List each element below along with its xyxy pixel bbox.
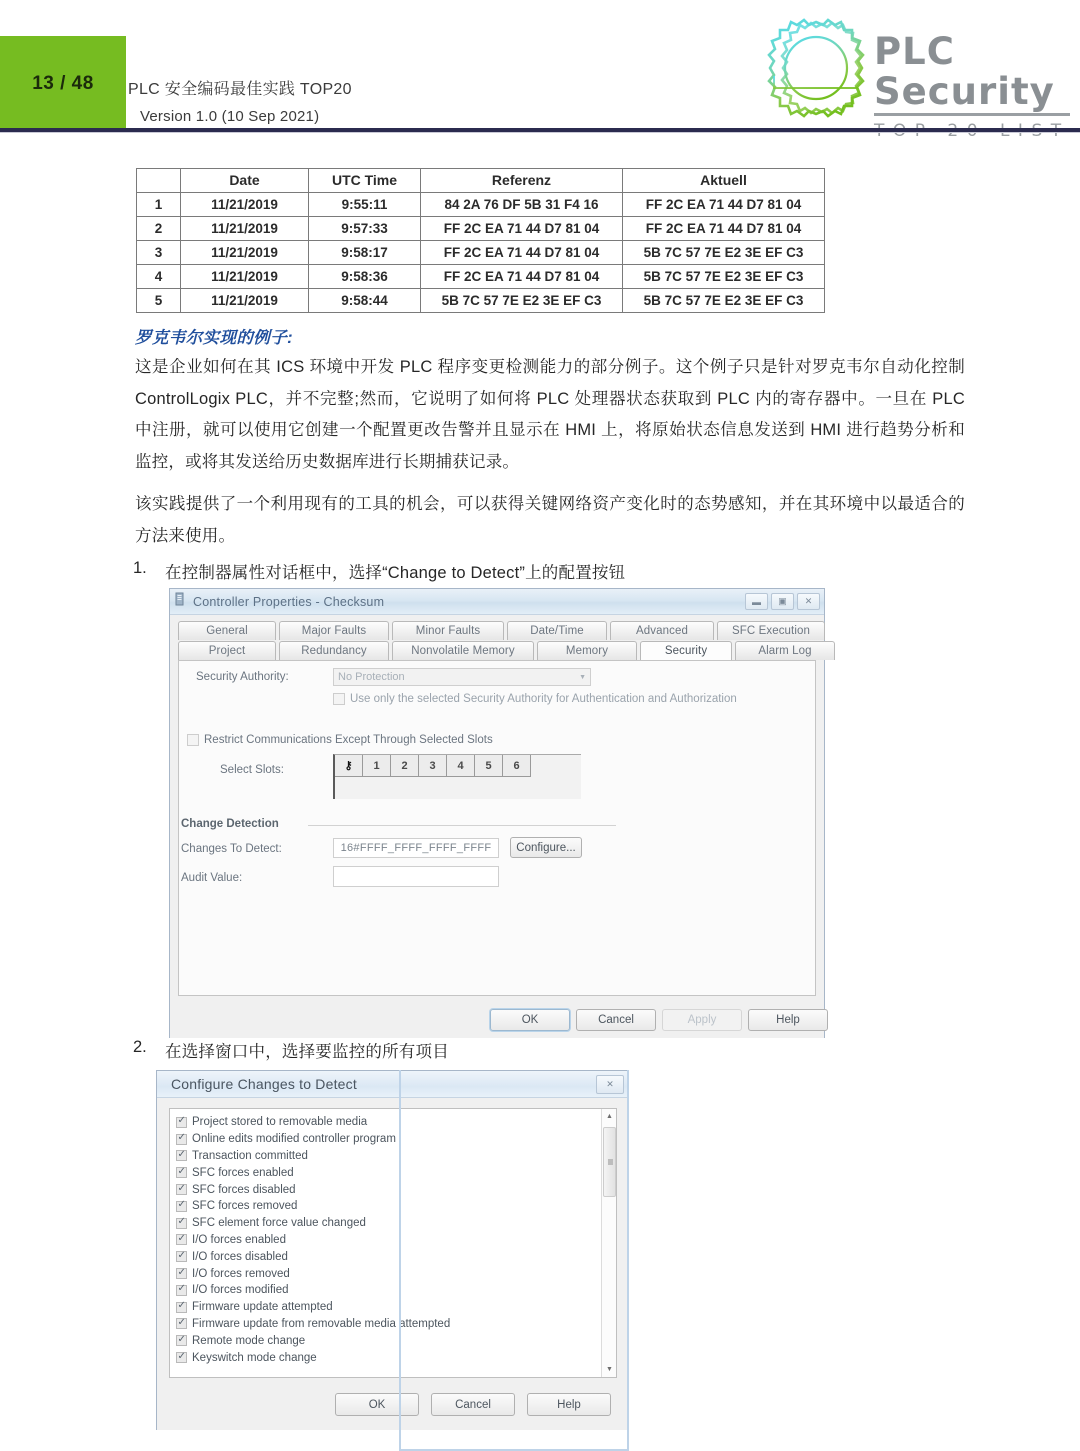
dialog-title-text: Controller Properties - Checksum	[193, 594, 385, 609]
select-slots-label: Select Slots:	[220, 764, 284, 776]
cell-index: 4	[137, 265, 181, 289]
cell-aktuell: 5B 7C 57 7E E2 3E EF C3	[623, 289, 825, 313]
col-referenz: Referenz	[421, 169, 623, 193]
security-authority-label: Security Authority:	[196, 671, 289, 683]
minimize-button[interactable]: ▬	[745, 593, 768, 610]
cell-utctime: 9:58:44	[309, 289, 421, 313]
cell-index: 5	[137, 289, 181, 313]
step-2-number: 2.	[133, 1038, 147, 1056]
checkbox-box[interactable]	[176, 1318, 187, 1329]
restrict-communications-label: Restrict Communications Except Through Selected Slots	[204, 734, 493, 746]
audit-value-input[interactable]	[333, 866, 499, 887]
audit-value-label: Audit Value:	[181, 872, 243, 884]
configure-changes-to-detect-dialog[interactable]	[156, 1070, 629, 1430]
page-number-badge	[0, 36, 126, 131]
list-item[interactable]	[176, 1215, 450, 1232]
dialog-title-text: Configure Changes to Detect	[171, 1076, 357, 1092]
list-scrollbar[interactable]	[601, 1109, 616, 1377]
section-subheading: 罗克韦尔实现的例子:	[135, 329, 293, 347]
dialog-body	[157, 1098, 628, 1430]
checkbox-box[interactable]	[176, 1201, 187, 1212]
tab-project[interactable]: Project	[178, 641, 276, 660]
tab-strip-row-1	[178, 621, 825, 640]
logo-title: PLC Security	[874, 30, 1055, 113]
checkbox-box[interactable]	[176, 1335, 187, 1346]
list-item[interactable]	[176, 1232, 450, 1249]
logo-divider	[874, 113, 1070, 116]
cell-utctime: 9:57:33	[309, 217, 421, 241]
slot-1[interactable]: 1	[363, 755, 391, 777]
tab-memory[interactable]: Memory	[537, 641, 637, 660]
tab-major-faults[interactable]: Major Faults	[279, 621, 389, 640]
tab-security[interactable]: Security	[640, 641, 732, 660]
list-item[interactable]	[176, 1332, 450, 1349]
slot-row	[335, 755, 581, 777]
scroll-down-arrow-icon[interactable]: ▼	[606, 1366, 613, 1373]
table-row	[137, 217, 825, 241]
slot-4[interactable]: 4	[447, 755, 475, 777]
tab-general[interactable]: General	[178, 621, 276, 640]
page-header	[0, 0, 1080, 132]
table-header-row	[137, 169, 825, 193]
help-button[interactable]: Help	[527, 1393, 611, 1416]
tab-alarm-log[interactable]: Alarm Log	[735, 641, 835, 660]
list-item[interactable]	[176, 1148, 450, 1165]
col-date: Date	[181, 169, 309, 193]
security-authority-select[interactable]	[333, 668, 591, 686]
col-index	[137, 169, 181, 193]
cell-date: 11/21/2019	[181, 289, 309, 313]
cell-index: 1	[137, 193, 181, 217]
cell-referenz: 84 2A 76 DF 5B 31 F4 16	[421, 193, 623, 217]
cell-index: 3	[137, 241, 181, 265]
cell-index: 2	[137, 217, 181, 241]
dialog-titlebar[interactable]	[170, 589, 824, 615]
scrollbar-thumb[interactable]	[603, 1127, 616, 1197]
slot-5[interactable]: 5	[475, 755, 503, 777]
table-row	[137, 265, 825, 289]
list-item[interactable]	[176, 1299, 450, 1316]
cell-utctime: 9:55:11	[309, 193, 421, 217]
step-1-text: 在控制器属性对话框中，选择“Change to Detect”上的配置按钮	[165, 564, 626, 582]
changes-to-detect-input[interactable]: 16#FFFF_FFFF_FFFF_FFFF	[333, 838, 499, 858]
configure-button[interactable]: Configure...	[510, 837, 582, 858]
list-items	[176, 1114, 450, 1366]
checkbox-box[interactable]	[176, 1150, 187, 1161]
help-button[interactable]: Help	[748, 1009, 828, 1031]
checkbox-box[interactable]	[176, 1234, 187, 1245]
scroll-up-arrow-icon[interactable]: ▲	[606, 1113, 613, 1120]
ok-button[interactable]: OK	[335, 1393, 419, 1416]
tab-redundancy[interactable]: Redundancy	[279, 641, 389, 660]
window-controls	[745, 593, 820, 610]
list-item-label: Firmware update attempted	[192, 1301, 333, 1314]
cell-date: 11/21/2019	[181, 265, 309, 289]
plc-security-logo	[762, 14, 1072, 122]
ok-button[interactable]: OK	[490, 1009, 570, 1031]
apply-button: Apply	[662, 1009, 742, 1031]
gear-plc-icon	[762, 14, 870, 122]
step-1-number: 1.	[133, 559, 147, 577]
changes-to-detect-label: Changes To Detect:	[181, 843, 282, 855]
list-item[interactable]	[176, 1114, 450, 1131]
slot-3[interactable]: 3	[419, 755, 447, 777]
select-slots-grid[interactable]	[333, 754, 581, 799]
list-item-label: SFC element force value changed	[192, 1217, 366, 1230]
list-item-label: Remote mode change	[192, 1334, 306, 1347]
header-divider	[0, 128, 1080, 132]
slot-2[interactable]: 2	[391, 755, 419, 777]
checkbox-box[interactable]	[176, 1251, 187, 1262]
list-item[interactable]	[176, 1265, 450, 1282]
list-item[interactable]	[176, 1316, 450, 1333]
list-item[interactable]	[176, 1131, 450, 1148]
cell-date: 11/21/2019	[181, 241, 309, 265]
group-divider	[308, 825, 616, 826]
document-title: PLC 安全编码最佳实践 TOP20	[128, 81, 352, 98]
tab-date-time[interactable]: Date/Time	[507, 621, 607, 640]
slot-6[interactable]: 6	[503, 755, 531, 777]
checkbox-box[interactable]	[176, 1352, 187, 1363]
tab-advanced[interactable]: Advanced	[610, 621, 714, 640]
window-controls	[596, 1075, 624, 1094]
col-aktuell: Aktuell	[623, 169, 825, 193]
list-item-label: SFC forces disabled	[192, 1183, 296, 1196]
list-item-label: Project stored to removable media	[192, 1116, 368, 1129]
tab-nonvolatile-memory[interactable]: Nonvolatile Memory	[392, 641, 534, 660]
checkbox-box[interactable]	[176, 1117, 187, 1128]
checkbox-box[interactable]	[176, 1167, 187, 1178]
cell-date: 11/21/2019	[181, 193, 309, 217]
checkbox-box	[333, 693, 345, 705]
restrict-communications-checkbox[interactable]	[187, 734, 493, 746]
maximize-button[interactable]: ▣	[771, 593, 794, 610]
checkbox-box	[187, 734, 199, 746]
list-item-label: I/O forces removed	[192, 1267, 290, 1280]
cell-aktuell: 5B 7C 57 7E E2 3E EF C3	[623, 265, 825, 289]
cell-referenz: FF 2C EA 71 44 D7 81 04	[421, 241, 623, 265]
checkbox-box[interactable]	[176, 1218, 187, 1229]
close-button[interactable]: ✕	[797, 593, 820, 610]
checkbox-box[interactable]	[176, 1268, 187, 1279]
changes-checkbox-list[interactable]	[169, 1108, 617, 1378]
list-item-label: Keyswitch mode change	[192, 1351, 317, 1364]
list-item-label: I/O forces disabled	[192, 1250, 288, 1263]
list-item[interactable]	[176, 1248, 450, 1265]
col-utctime: UTC Time	[309, 169, 421, 193]
controller-document-icon	[174, 592, 187, 612]
list-item[interactable]	[176, 1349, 450, 1366]
list-item[interactable]	[176, 1164, 450, 1181]
use-only-selected-authority-checkbox[interactable]	[333, 693, 737, 705]
cell-aktuell: FF 2C EA 71 44 D7 81 04	[623, 193, 825, 217]
cell-referenz: 5B 7C 57 7E E2 3E EF C3	[421, 289, 623, 313]
checkbox-box[interactable]	[176, 1285, 187, 1296]
step-2-text: 在选择窗口中，选择要监控的所有项目	[165, 1043, 449, 1061]
list-item-label: Transaction committed	[192, 1149, 308, 1162]
cell-utctime: 9:58:17	[309, 241, 421, 265]
document-version: Version 1.0 (10 Sep 2021)	[140, 108, 320, 125]
cell-referenz: FF 2C EA 71 44 D7 81 04	[421, 217, 623, 241]
page-number-text: 13 / 48	[32, 72, 94, 94]
checkbox-box[interactable]	[176, 1184, 187, 1195]
list-item-label: I/O forces enabled	[192, 1233, 286, 1246]
paragraph-1: 这是企业如何在其 ICS 环境中开发 PLC 程序变更检测能力的部分例子。这个例子只是针对罗克韦尔自动化控制 ControlLogix PLC，并不完整;然而，它说明了如何将 PLC 处理器状态获取到 PLC 内的寄存器中。一旦在 PLC 中注册，就可以使用它创建一个配置更改告警并且显示在 HMI 上，将原始状态信息发送到 HMI 进行趋势分析和监控，或将其发送给历史数据库进行长期捕获记录。	[135, 358, 965, 471]
cancel-button[interactable]: Cancel	[431, 1393, 515, 1416]
tab-sfc-execution[interactable]: SFC Execution	[717, 621, 825, 640]
table-row	[137, 193, 825, 217]
change-detection-group-label: Change Detection	[181, 818, 285, 830]
controller-properties-dialog[interactable]	[169, 588, 825, 1038]
cancel-button[interactable]: Cancel	[576, 1009, 656, 1031]
use-only-selected-authority-label: Use only the selected Security Authority for Authentication and Authorization	[350, 693, 737, 705]
list-item-label: SFC forces removed	[192, 1200, 298, 1213]
chevron-down-icon: ▼	[579, 673, 586, 681]
dialog-titlebar[interactable]	[157, 1071, 628, 1098]
tab-minor-faults[interactable]: Minor Faults	[392, 621, 504, 640]
logo-wordmark	[874, 32, 1072, 141]
tab-strip-row-2	[178, 641, 835, 660]
list-item[interactable]	[176, 1181, 450, 1198]
list-item[interactable]	[176, 1282, 450, 1299]
security-authority-value: No Protection	[338, 671, 405, 683]
cell-referenz: FF 2C EA 71 44 D7 81 04	[421, 265, 623, 289]
list-item-label: SFC forces enabled	[192, 1166, 294, 1179]
cell-utctime: 9:58:36	[309, 265, 421, 289]
cell-aktuell: FF 2C EA 71 44 D7 81 04	[623, 217, 825, 241]
list-item[interactable]	[176, 1198, 450, 1215]
checksum-table	[136, 168, 825, 313]
close-icon[interactable]: ✕	[596, 1075, 624, 1094]
slot-key[interactable]: ⚷	[335, 755, 363, 777]
cell-aktuell: 5B 7C 57 7E E2 3E EF C3	[623, 241, 825, 265]
checkbox-box[interactable]	[176, 1302, 187, 1313]
cell-date: 11/21/2019	[181, 217, 309, 241]
list-item-label: I/O forces modified	[192, 1284, 289, 1297]
table-row	[137, 289, 825, 313]
paragraph-2: 该实践提供了一个利用现有的工具的机会，可以获得关键网络资产变化时的态势感知，并在其环境中以最适合的方法来使用。	[135, 495, 965, 545]
checkbox-box[interactable]	[176, 1134, 187, 1145]
list-item-label: Firmware update from removable media attempted	[192, 1317, 451, 1330]
list-item-label: Online edits modified controller program	[192, 1133, 396, 1146]
table-row	[137, 241, 825, 265]
